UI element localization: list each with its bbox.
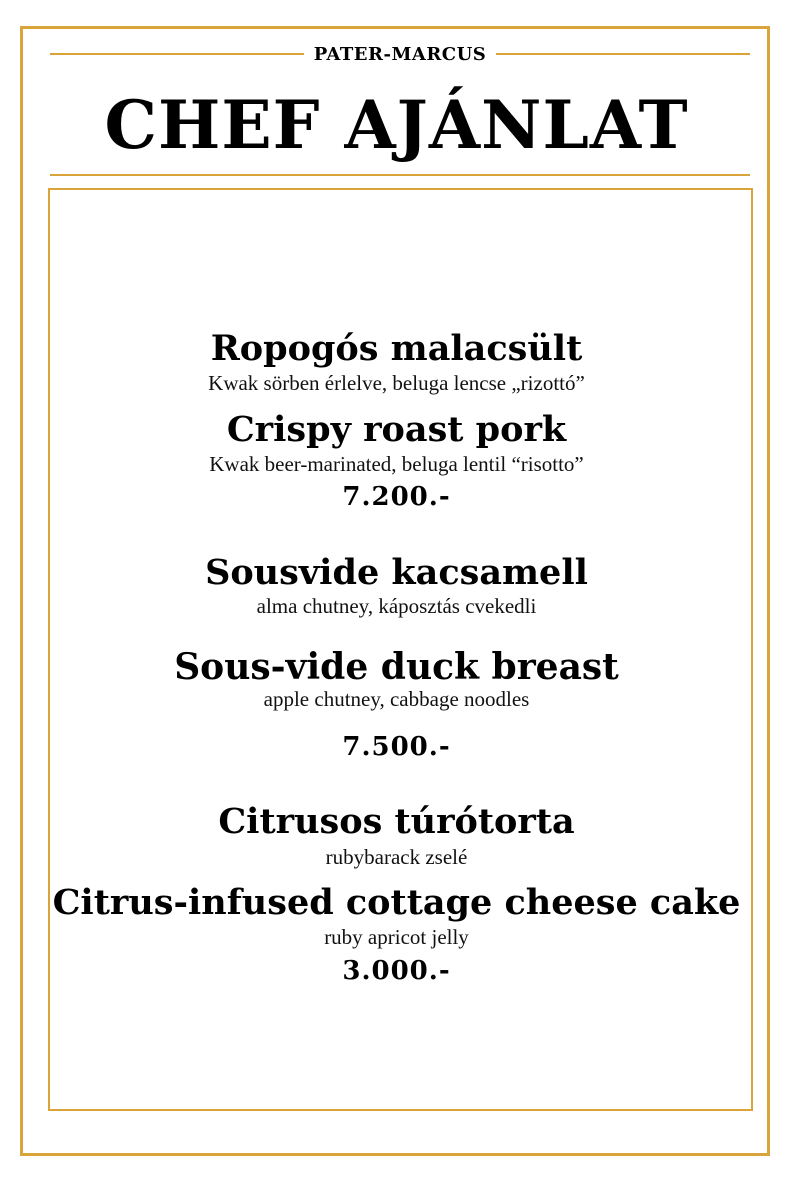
brand-rule-left: [50, 53, 304, 55]
page-title: CHEF AJÁNLAT: [104, 86, 689, 164]
brand-name: PATER-MARCUS: [313, 43, 487, 65]
dish-3-name-en: Citrus-infused cottage cheese cake: [52, 882, 741, 923]
dish-1-name-en: Crispy roast pork: [226, 409, 567, 450]
title-rule: [50, 174, 750, 176]
dish-1-price: 7.200.-: [342, 482, 451, 512]
dish-3-price: 3.000.-: [342, 956, 451, 986]
dish-2-price: 7.500.-: [342, 732, 451, 762]
dish-2-name-hu: Sousvide kacsamell: [205, 552, 588, 593]
dish-2-name-en: Sous-vide duck breast: [174, 646, 619, 688]
dish-2-desc-hu: alma chutney, káposztás cvekedli: [256, 594, 537, 618]
dish-3-desc-hu: rubybarack zselé: [325, 845, 468, 869]
dish-3-name-hu: Citrusos túrótorta: [218, 801, 575, 842]
dish-1-desc-hu: Kwak sörben érlelve, beluga lencse „rizottó”: [208, 371, 585, 395]
dish-3-desc-en: ruby apricot jelly: [324, 925, 469, 949]
dish-2-desc-en: apple chutney, cabbage noodles: [263, 687, 530, 711]
dish-1-desc-en: Kwak beer-marinated, beluga lentil “risotto”: [209, 452, 584, 476]
brand-rule-right: [496, 53, 750, 55]
dish-1-name-hu: Ropogós malacsült: [210, 328, 583, 369]
brand-header: [50, 41, 750, 67]
